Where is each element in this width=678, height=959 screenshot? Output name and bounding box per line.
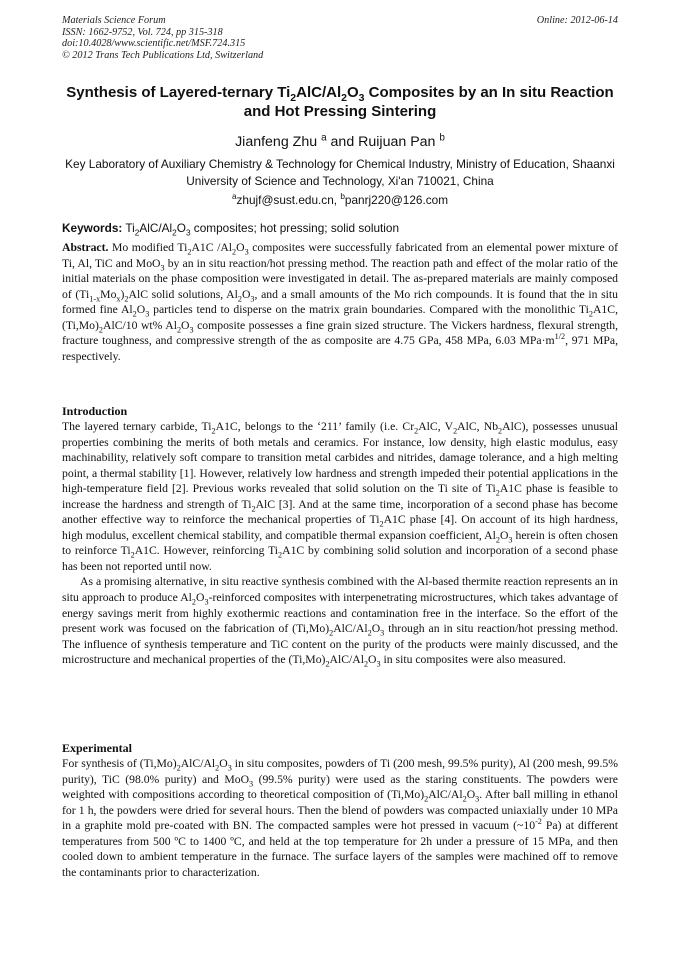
doi-line: doi:10.4028/www.scientific.net/MSF.724.315 [62,38,246,49]
copyright-line: © 2012 Trans Tech Publications Ltd, Switzerland [62,49,264,61]
author-list: Jianfeng Zhu $^a$ and Ruijuan Pan $^b$ [235,132,445,150]
issn-line: ISSN: 1662-9752, Vol. 724, pp 315-318 [62,26,223,38]
abstract-label: Abstract. [62,241,109,254]
introduction-section [62,404,618,668]
affiliation: Key Laboratory of Auxiliary Chemistry & Technology for Chemical Industry, Ministry of Education, Shaanxi University of Science and Technology, Xi'an 710021, China [65,157,615,188]
experimental-paragraph-1: For synthesis of $(Ti,Mo)_2AlC/Al_2O_3$ in situ composites, powders of Ti (200 mesh, 99.5% purity), Al (200 mesh, 99.5% purity), TiC (98.0% purity) and MoO$_3$ (99.5% purity) were used as the staring constituents. The powders were weighted with compositions according to theoretical composition of $(Ti,Mo)_2AlC/Al_2O_3$. After ball milling in ethanol for 1 h, the powders were dried for several hours. Then the blend of powders was compacted uniaxially under 10 MPa in a graphite mold pre-coated with BN. The compacted samples were hot pressed in vacuum ($\sim 10^{-2}$ Pa) at different temperatures from 500 ºC to 1400 ºC, and held at the top temperature for 2h under a pressure of 15 MPa, and then cooled down to ambient temperature in the furnace. The surface layers of the samples were machined off to remove the contaminants prior to characterization. [62,757,618,879]
journal-name: Materials Science Forum [62,15,166,26]
author-emails: $^a$zhujf@sust.edu.cn, $^b$panrj220@126.com [231,192,449,207]
online-date: Online: 2012-06-14 [536,15,618,26]
introduction-paragraph-1: The layered ternary carbide, $Ti_2A1C$, belongs to the ‘211’ family (i.e. $Cr_2AlC$, $V_2AlC$, $Nb_2AlC$), possesses unusual properties combining the merits of both metals and ceramics. For instance, low density, high elastic modulus, easy machinability, relatively soft compare to transition metal carbides and nitrides, damage tolerance, and a high melting point, a thermal stability [1]. However, relatively low hardness and strength impeded their potential applications in the high-temperature field [2]. Previous works revealed that solid solution on the Ti site of $Ti_2A1C$ phase is feasible to increase the hardness and strength of $Ti_2AlC$ [3]. And at the same time, incorporation of a second phase has become another effective way to reinforce the mechanical properties of $Ti_2A1C$ phase [4]. On account of its high hardness, high modulus, excellent chemical stability, and compatible thermal expansion coefficient, $Al_2O_3$ herein is often chosen to reinforce $Ti_2A1C$. However, reinforcing $Ti_2A1C$ by combining solid solution and incorporation of a second phase has been not reported until now. [62,420,619,573]
introduction-heading: Introduction [62,404,128,418]
keywords-label: Keywords: [62,221,123,235]
journal-header [62,15,618,61]
introduction-paragraph-2: As a promising alternative, in situ reactive synthesis combined with the Al-based thermite reaction represents an in situ approach to produce $Al_2O_3$-reinforced composites with interpenetrating microstructures, which takes advantage of energy savings merit from highly exothermic reactions and contamination free in the interface. So the effort of the present work was focused on the fabrication of $(Ti,Mo)_2AlC/Al_2O_3$ through an in situ reaction/hot pressing method. The influence of synthesis temperature and TiC content on the purity of the products were mainly discussed, and the microstructure and mechanical properties of the $(Ti,Mo)_2AlC/Al_2O_3$ in situ composites were also measured. [62,575,619,669]
experimental-section [62,741,618,880]
keywords: Keywords: $Ti_2AlC/Al_2O_3$ composites; hot pressing; solid solution [62,221,400,238]
experimental-heading: Experimental [62,741,132,755]
abstract: Abstract. Mo modified $Ti_2A1C$ $/Al_2O_3$ composites were successfully fabricated from an elemental power mixture of Ti, Al, TiC and MoO$_3$ by an in situ reaction/hot pressing method. The reaction path and effect of the molar ratio of the initial materials on the phase composition were investigated in detail. The as-prepared materials are mainly composed of $(Ti_{1-x}Mo_x)_2AlC$ solid solutions, $Al_2O_3$, and a small amounts of the Mo rich compounds. It is found that the in situ formed fine $Al_2O_3$ particles tend to disperse on the matrix grain boundaries. Compared with the monolithic $Ti_2A1C$, $(Ti,Mo)_2AlC/10$ wt% $Al_2O_3$ composite possesses a fine grain sized structure. The Vickers hardness, flexural strength, fracture toughness, and compressive strength of the as composite are 4.75 GPa, 458 MPa, 6.03 $MPa\cdot m^{1/2}$, 971 MPa, respectively. [62,241,619,363]
paper-title: Synthesis of Layered-ternary $Ti_2AlC/Al_2O_3$ Composites by an In situ Reaction and Hot Pressing Sintering [66,84,614,120]
